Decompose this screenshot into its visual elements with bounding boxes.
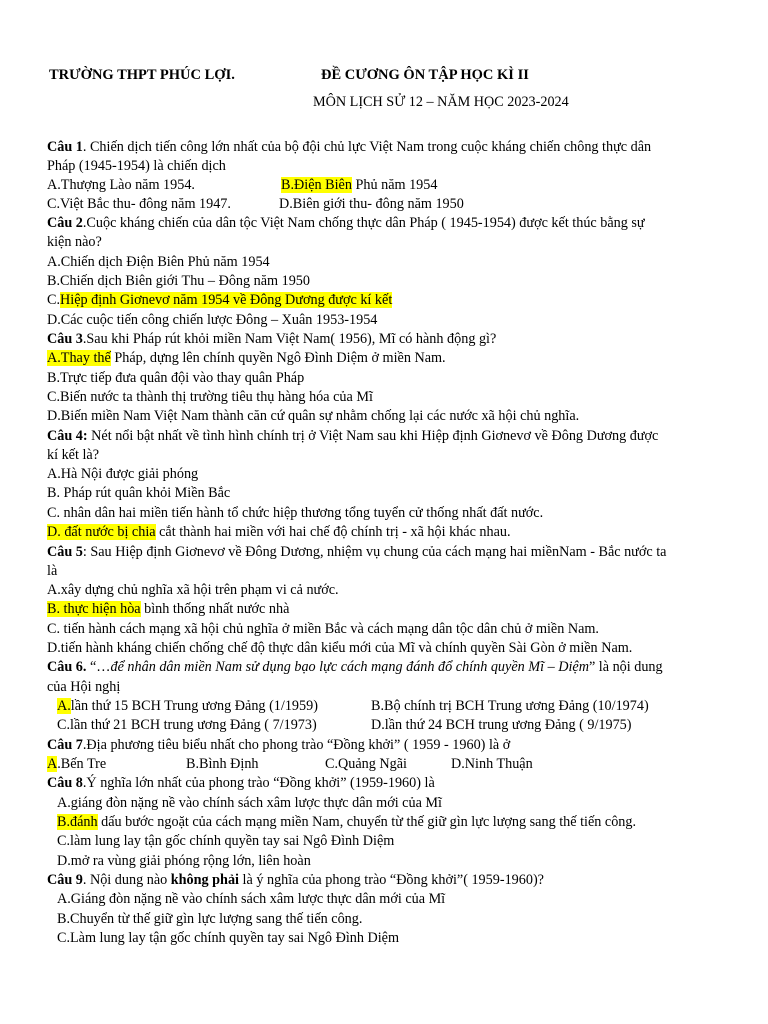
- answer-highlight: Hiệp định Giơnevơ năm 1954 về Đông Dương được kí kết: [60, 292, 393, 308]
- question-label: Câu 7: [47, 737, 83, 753]
- q9-option-b: B.Chuyển từ thế giữ gìn lực lượng sang thế tiến công.: [57, 911, 363, 927]
- answer-highlight: B. thực hiện hòa: [47, 601, 141, 617]
- question-8-stem: [47, 774, 435, 793]
- question-6-stem-cont: của Hội nghị: [47, 679, 121, 695]
- question-label: Câu 6.: [47, 659, 87, 675]
- answer-highlight: D. đất nước bị chia: [47, 524, 156, 540]
- q8-option-d: D.mở ra vùng giải phóng rộng lớn, liên hoàn: [57, 853, 311, 869]
- question-label: Câu 1: [47, 139, 83, 155]
- answer-highlight: A: [47, 756, 58, 772]
- question-2-stem-cont: kiện nào?: [47, 234, 102, 250]
- q6-option-c: C.lần thứ 21 BCH trung ương Đảng ( 7/1973): [57, 717, 317, 733]
- question-label: Câu 9: [47, 872, 83, 888]
- q8-option-b: B.đánh dấu bước ngoặt của cách mạng miền Nam, chuyển từ thế giữ gìn lực lượng sang thế tiến công.: [57, 814, 637, 830]
- q3-option-a: A.Thay thế Pháp, dựng lên chính quyền Ngô Đình Diệm ở miền Nam.: [47, 350, 446, 366]
- answer-highlight: A.Thay thế: [47, 350, 111, 366]
- question-label: Câu 8: [47, 775, 83, 791]
- q7-option-c: C.Quảng Ngãi: [325, 756, 407, 772]
- question-4-stem: [47, 427, 658, 446]
- question-1-stem-cont: Pháp (1945-1954) là chiến dịch: [47, 158, 226, 174]
- question-text: Nét nổi bật nhất về tình hình chính trị ở Việt Nam sau khi Hiệp định Giơnevơ về Đông Dương được: [87, 428, 659, 444]
- q7-option-d: D.Ninh Thuận: [451, 756, 533, 772]
- question-2-stem: [47, 214, 645, 233]
- q8-option-c: C.làm lung lay tận gốc chính quyền tay sai Ngô Đình Diệm: [57, 833, 395, 849]
- emphasis-text: không phải: [170, 872, 239, 888]
- q4-option-a: A.Hà Nội được giải phóng: [47, 466, 199, 482]
- question-text: : Sau Hiệp định Giơnevơ về Đông Dương, nhiệm vụ chung của cách mạng hai miềnNam - Bắc nước ta: [82, 544, 667, 560]
- q2-option-b: B.Chiến dịch Biên giới Thu – Đông năm 1950: [47, 273, 310, 289]
- answer-highlight: B.đánh: [57, 814, 98, 830]
- question-text: .Cuộc kháng chiến của dân tộc Việt Nam chống thực dân Pháp ( 1945-1954) được kết thúc bằng sự: [82, 215, 645, 231]
- q6-option-d: D.lần thứ 24 BCH trung ương Đảng ( 9/1975): [371, 717, 632, 733]
- question-text: .Ý nghĩa lớn nhất của phong trào “Đồng khởi” (1959-1960) là: [82, 775, 435, 791]
- q3-option-d: D.Biến miền Nam Việt Nam thành căn cứ quân sự nhằm chống lại các nước xã hội chủ nghĩa.: [47, 408, 580, 424]
- q4-option-d: D. đất nước bị chia cắt thành hai miền với hai chế độ chính trị - xã hội khác nhau.: [47, 524, 511, 540]
- question-6-stem: Câu 6. “…để nhân dân miền Nam sử dụng bạo lực cách mạng đánh đổ chính quyền Mĩ – Diệm” là nội dung: [47, 659, 663, 675]
- q2-option-a: A.Chiến dịch Điện Biên Phủ năm 1954: [47, 254, 270, 270]
- q6-option-b: B.Bộ chính trị BCH Trung ương Đảng (10/1974): [371, 698, 649, 714]
- q2-option-d: D.Các cuộc tiến công chiến lược Đông – Xuân 1953-1954: [47, 312, 378, 328]
- question-text: .Sau khi Pháp rút khỏi miền Nam Việt Nam( 1956), Mĩ có hành động gì?: [82, 331, 497, 347]
- q5-option-b: B. thực hiện hòa bình thống nhất nước nhà: [47, 601, 290, 617]
- question-label: Câu 4:: [47, 428, 88, 444]
- question-5-stem-cont: là: [47, 563, 58, 579]
- question-label: Câu 3: [47, 331, 83, 347]
- question-1-stem: [47, 138, 651, 157]
- q3-option-c: C.Biến nước ta thành thị trường tiêu thụ hàng hóa của Mĩ: [47, 389, 373, 405]
- document-title: ĐỀ CƯƠNG ÔN TẬP HỌC KÌ II: [321, 67, 529, 83]
- answer-highlight: A.: [57, 698, 71, 714]
- q1-option-d: D.Biên giới thu- đông năm 1950: [279, 196, 464, 212]
- question-3-stem: [47, 330, 496, 349]
- question-5-stem: [47, 543, 666, 562]
- q2-option-c: C.Hiệp định Giơnevơ năm 1954 về Đông Dương được kí kết: [47, 292, 393, 308]
- q7-option-a: A.Bến Tre: [47, 756, 107, 772]
- q4-option-b: B. Pháp rút quân khỏi Miền Bắc: [47, 485, 231, 501]
- document-subtitle: MÔN LỊCH SỬ 12 – NĂM HỌC 2023-2024: [313, 94, 569, 110]
- q1-option-b: B.Điện Biên Phủ năm 1954: [281, 177, 438, 193]
- quoted-text: để nhân dân miền Nam sử dụng bạo lực cách mạng đánh đổ chính quyền Mĩ – Diệm: [110, 659, 589, 675]
- question-4-stem-cont: kí kết là?: [47, 447, 99, 463]
- question-7-stem: [47, 736, 510, 755]
- question-label: Câu 2: [47, 215, 83, 231]
- q1-option-c: C.Việt Bắc thu- đông năm 1947.: [47, 196, 231, 212]
- question-text: .Địa phương tiêu biểu nhất cho phong trào “Đồng khởi” ( 1959 - 1960) là ở: [82, 737, 511, 753]
- question-text: . Chiến dịch tiến công lớn nhất của bộ đội chủ lực Việt Nam trong cuộc kháng chiến chông thực dân: [82, 139, 652, 155]
- answer-highlight: B.Điện Biên: [281, 177, 352, 193]
- q9-option-a: A.Giáng đòn nặng nề vào chính sách xâm lược thực dân mới của Mĩ: [57, 891, 446, 907]
- q5-option-a: A.xây dựng chủ nghĩa xã hội trên phạm vi cả nước.: [47, 582, 339, 598]
- q1-option-a: A.Thượng Lào năm 1954.: [47, 177, 195, 193]
- q7-option-b: B.Bình Định: [186, 756, 259, 772]
- school-name: TRƯỜNG THPT PHÚC LỢI.: [49, 67, 235, 83]
- q4-option-c: C. nhân dân hai miền tiến hành tổ chức hiệp thương tổng tuyển cử thống nhất đất nước.: [47, 505, 544, 521]
- question-9-stem: Câu 9. Nội dung nào không phải là ý nghĩa của phong trào “Đồng khởi”( 1959-1960)?: [47, 872, 544, 888]
- q3-option-b: B.Trực tiếp đưa quân đội vào thay quân Pháp: [47, 370, 305, 386]
- q6-option-a: A.lần thứ 15 BCH Trung ương Đảng (1/1959): [57, 698, 318, 714]
- q8-option-a: A.giáng đòn nặng nề vào chính sách xâm lược thực dân mới của Mĩ: [57, 795, 442, 811]
- q5-option-d: D.tiến hành kháng chiến chống chế độ thực dân kiểu mới của Mĩ và chính quyền Sài Gòn ở miền Nam.: [47, 640, 633, 656]
- q9-option-c: C.Làm lung lay tận gốc chính quyền tay sai Ngô Đình Diệm: [57, 930, 400, 946]
- question-label: Câu 5: [47, 544, 83, 560]
- q5-option-c: C. tiến hành cách mạng xã hội chủ nghĩa ở miền Bắc và cách mạng dân tộc dân chủ ở miền Nam.: [47, 621, 599, 637]
